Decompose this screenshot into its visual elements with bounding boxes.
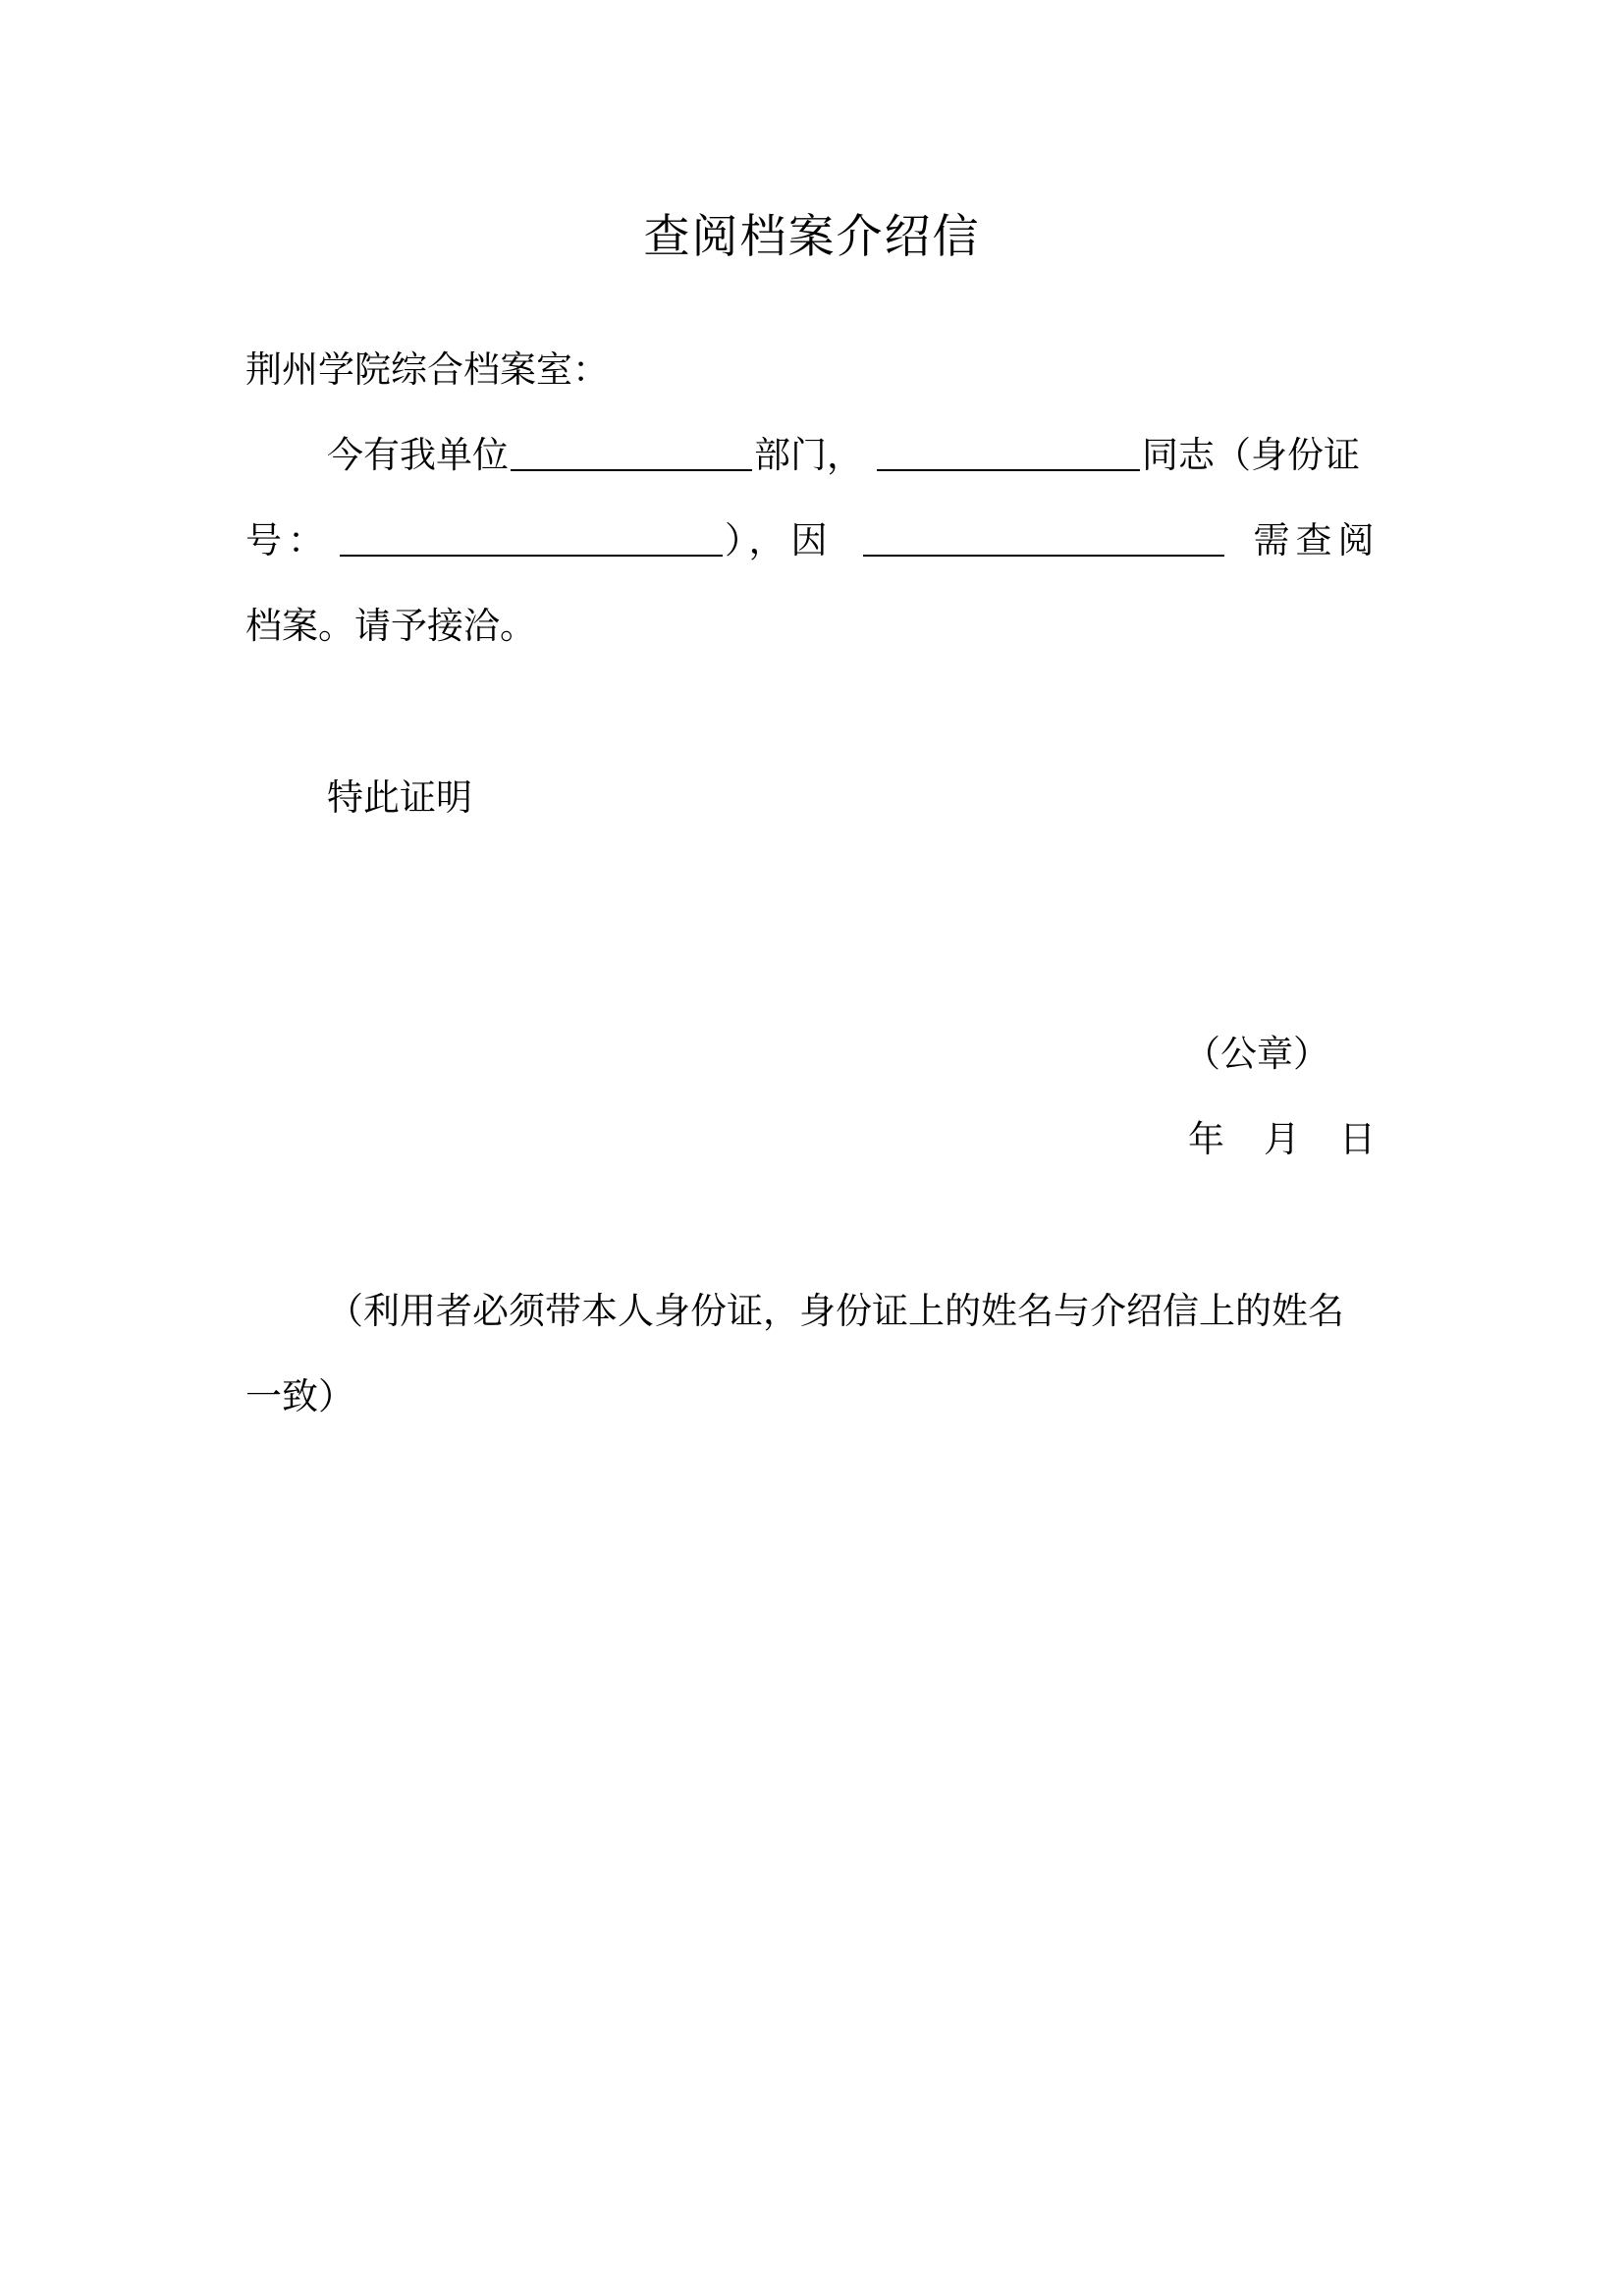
body-text-need-access: 需查阅 [1253,519,1380,561]
name-blank[interactable] [877,468,1140,471]
date-line [1188,1115,1376,1164]
body-text-department: 部门， [754,434,863,476]
body-text-id-label: 号： [245,519,330,561]
body-line-1 [327,431,1360,480]
closing-statement: 特此证明 [327,776,472,819]
date-day: 日 [1339,1118,1376,1160]
department-blank[interactable] [511,468,752,471]
body-text-comrade: 同志（身份证 [1142,434,1360,476]
body-text-because: ），因 [725,519,834,561]
body-line-3: 档案。请予接洽。 [245,605,536,647]
note-line-1: （利用者必须带本人身份证，身份证上的姓名与介绍信上的姓名 [327,1290,1344,1332]
body-line-2 [245,516,1380,565]
official-seal-label: （公章） [1184,1033,1329,1075]
note-line-2: 一致） [245,1375,354,1417]
id-number-blank[interactable] [340,554,723,557]
addressee: 荆州学院综合档案室： [245,348,609,391]
date-month: 月 [1264,1118,1300,1160]
body-text-unit: 今有我单位 [327,434,509,476]
page-title: 查阅档案介绍信 [643,210,981,264]
date-year: 年 [1188,1118,1224,1160]
reason-blank[interactable] [863,554,1224,557]
